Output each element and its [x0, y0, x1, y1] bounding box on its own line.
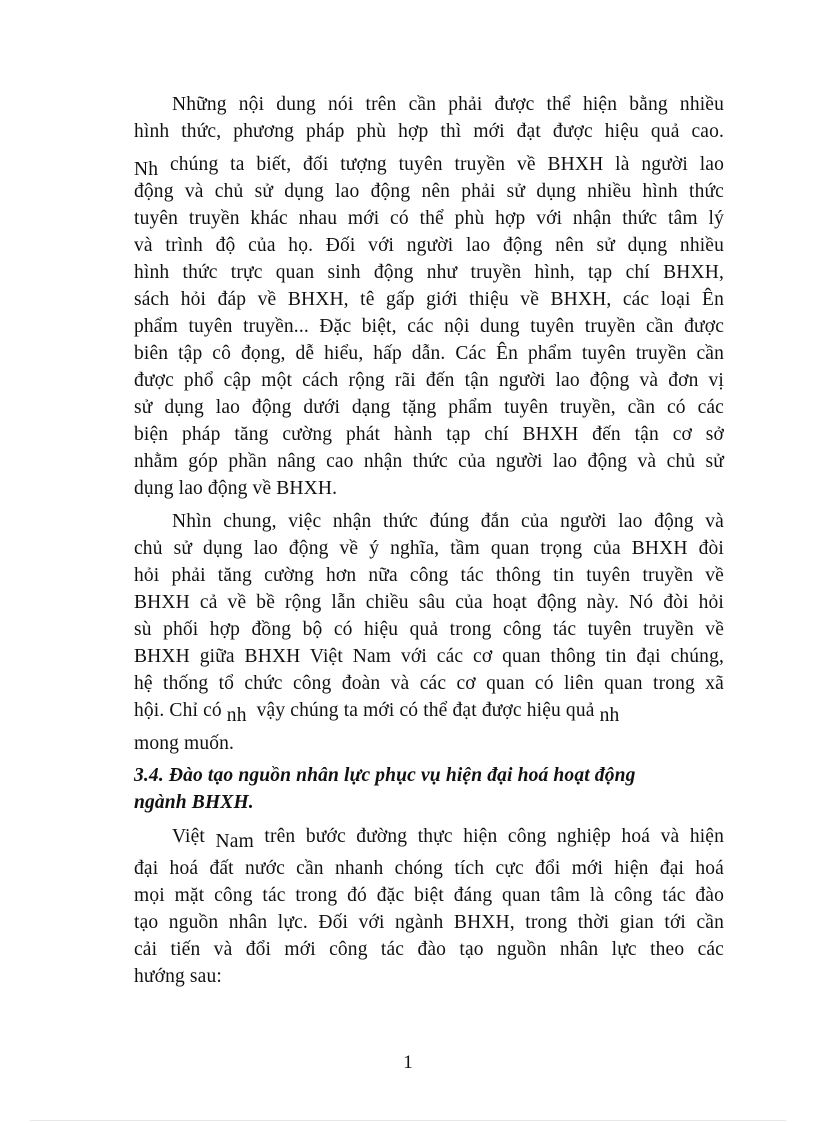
p1-line-3-fragment: Nh — [134, 159, 159, 180]
p2-line-8-text-a: hội. Chỉ có — [134, 700, 227, 721]
p1-line-1: Những nội dung nói trên cần phải được thể hiện bằng nhiều — [172, 94, 724, 115]
p1-line-12: sử dụng lao động dưới dạng tặng phẩm tuyên truyền, cần có các — [134, 397, 724, 418]
p2-line-1: Nhìn chung, việc nhận thức đúng đắn của người lao động và — [172, 511, 724, 532]
p3-line-4: tạo nguồn nhân lực. Đối với ngành BHXH, trong thời gian tới cần — [134, 912, 724, 933]
p2-line-9: mong muốn. — [134, 733, 235, 754]
p3-line-2: đại hoá đất nước cần nhanh chóng tích cực đổi mới hiện đại hoá — [134, 858, 724, 879]
p1-line-14: nhằm góp phần nâng cao nhận thức của người lao động và chủ sử — [134, 451, 724, 472]
p1-line-5: tuyên truyền khác nhau mới có thể phù hợp với nhận thức tâm lý — [134, 208, 724, 229]
p1-line-11: được phổ cập một cách rộng rãi đến tận người lao động và đơn vị — [134, 370, 724, 391]
p3-line-1 — [172, 823, 724, 850]
p1-line-6: và trình độ của họ. Đối với người lao động nên sử dụng nhiều — [134, 235, 724, 256]
p2-line-6: BHXH giữa BHXH Việt Nam với các cơ quan thông tin đại chúng, — [134, 646, 724, 667]
section-heading-line-2: ngành BHXH. — [134, 792, 254, 813]
p1-line-10: biên tập cô đọng, dễ hiểu, hấp dẫn. Các Ên phẩm tuyên truyền cần — [134, 343, 724, 364]
p3-line-6: hướng sau: — [134, 966, 222, 987]
page-bottom-edge — [30, 1120, 786, 1121]
p3-line-1-fragment: Nam — [215, 831, 254, 852]
p1-line-15: dụng lao động về BHXH. — [134, 478, 338, 499]
p2-line-8-fragment-b: nh — [599, 705, 620, 726]
p1-line-4: động và chủ sử dụng lao động nên phải sử dụng nhiều hình thức — [134, 181, 724, 202]
p2-line-8 — [134, 697, 724, 724]
section-heading-line-1: 3.4. Đào tạo nguồn nhân lực phục vụ hiện đại hoá hoạt động — [134, 765, 636, 786]
p1-line-3 — [134, 151, 724, 178]
p2-line-5: sù phối hợp đồng bộ có hiệu quả trong công tác tuyên truyền về — [134, 619, 724, 640]
p2-line-3: hỏi phải tăng cường hơn nữa công tác thông tin tuyên truyền về — [134, 565, 724, 586]
p1-line-9: phẩm tuyên truyền... Đặc biệt, các nội dung tuyên truyền cần được — [134, 316, 724, 337]
p2-line-2: chủ sử dụng lao động về ý nghĩa, tầm quan trọng của BHXH đòi — [134, 538, 724, 559]
p2-line-7: hệ thống tổ chức công đoàn và các cơ quan có liên quan trong xã — [134, 673, 724, 694]
p3-line-3: mọi mặt công tác trong đó đặc biệt đáng quan tâm là công tác đào — [134, 885, 724, 906]
p3-line-1-text-a: Việt — [172, 826, 216, 847]
p1-line-2: hình thức, phương pháp phù hợp thì mới đạt được hiệu quả cao. — [134, 121, 724, 142]
p2-line-4: BHXH cả về bề rộng lẫn chiều sâu của hoạt động này. Nó đòi hỏi — [134, 592, 724, 613]
p1-line-7: hình thức trực quan sinh động như truyền hình, tạp chí BHXH, — [134, 262, 724, 283]
page-number: 1 — [403, 1052, 413, 1073]
p1-line-13: biện pháp tăng cường phát hành tạp chí BHXH đến tận cơ sở — [134, 424, 724, 445]
p3-line-5: cải tiến và đổi mới công tác đào tạo nguồn nhân lực theo các — [134, 939, 724, 960]
p2-line-8-fragment-a: nh — [226, 705, 247, 726]
p1-line-3-text: chúng ta biết, đối tượng tuyên truyền về BHXH là người lao — [158, 154, 724, 175]
p2-line-8-text-b: vậy chúng ta mới có thể đạt được hiệu quả — [246, 700, 600, 721]
p3-line-1-text-b: trên bước đường thực hiện công nghiệp hoá và hiện — [253, 826, 724, 847]
p1-line-8: sách hỏi đáp về BHXH, tê gấp giới thiệu về BHXH, các loại Ên — [134, 289, 724, 310]
